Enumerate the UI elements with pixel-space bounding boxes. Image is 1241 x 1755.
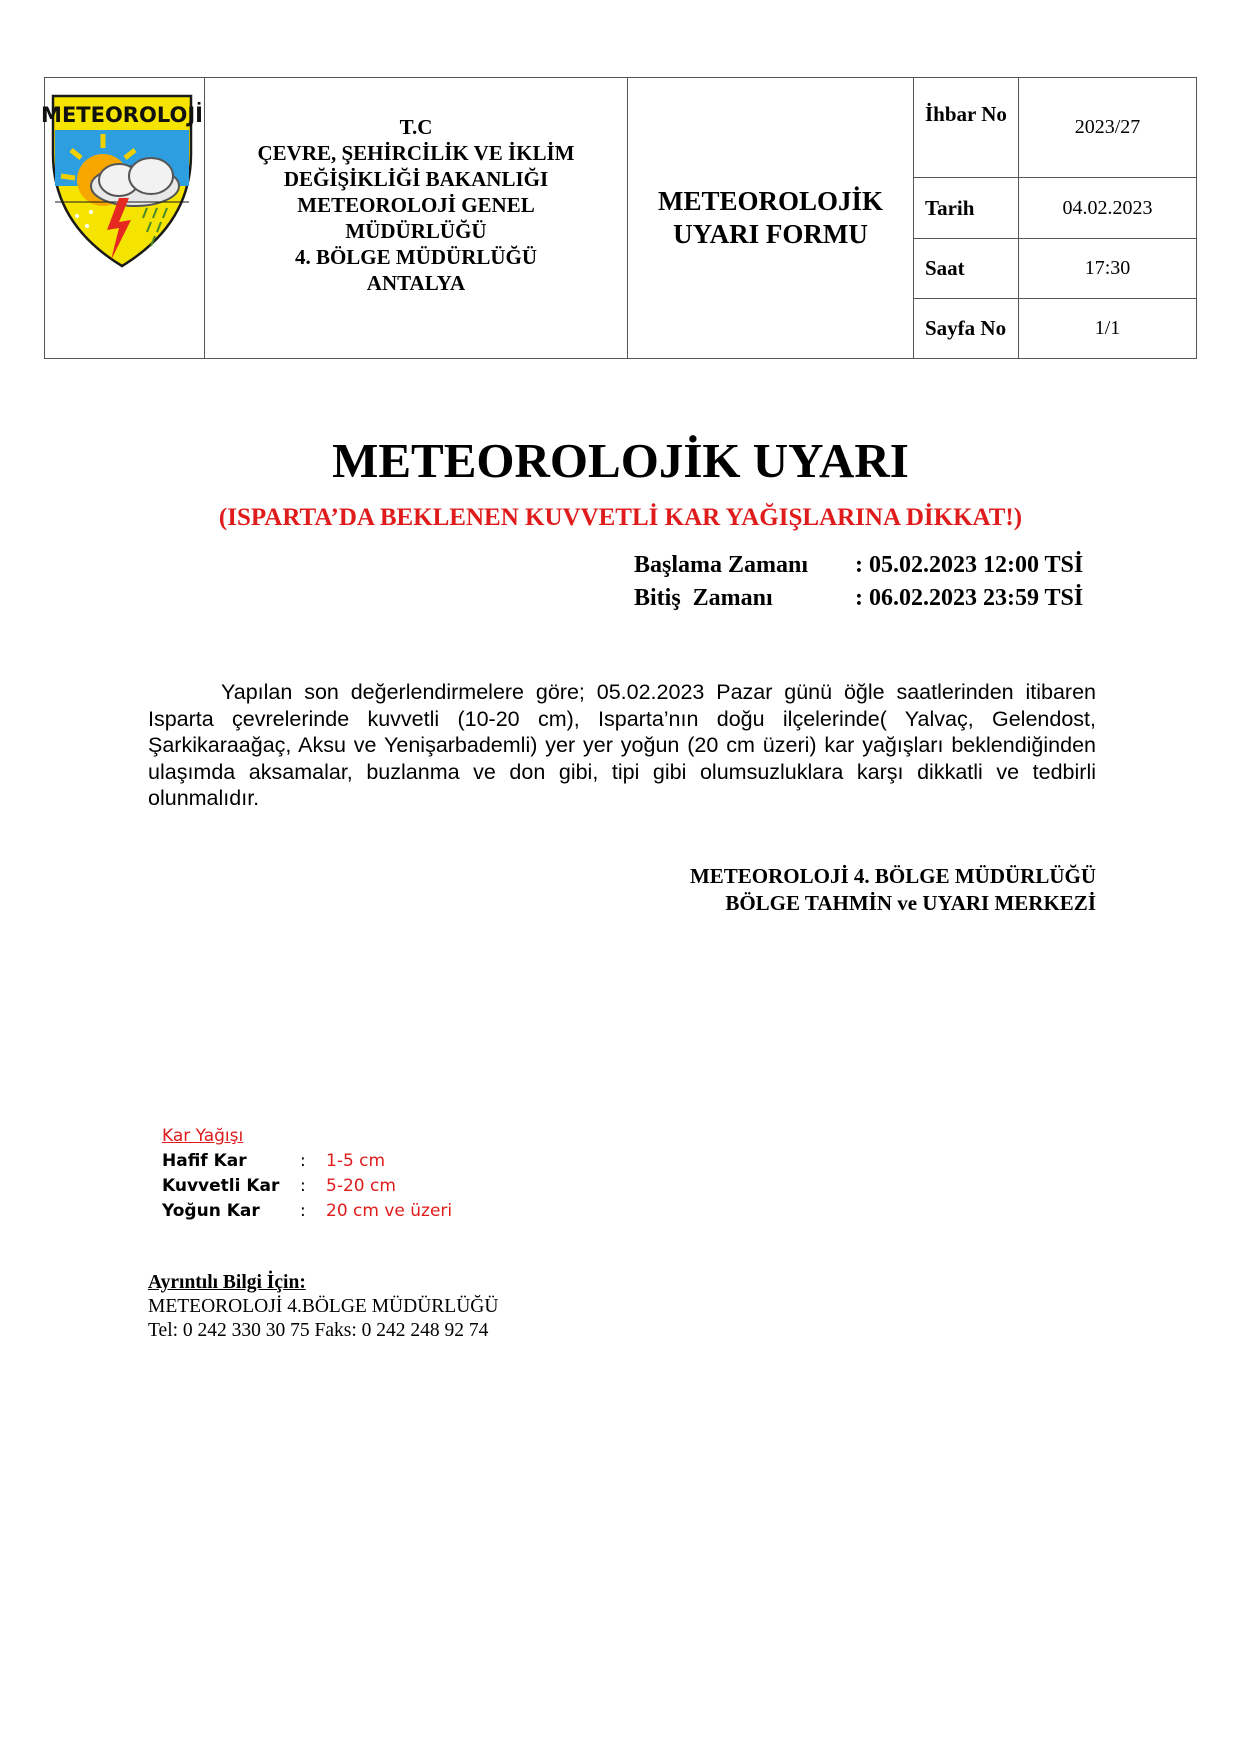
legend-title: Kar Yağışı xyxy=(162,1126,244,1146)
legend-label: Yoğun Kar xyxy=(162,1201,260,1221)
org-line: T.C xyxy=(399,115,433,139)
meteoroloji-shield-icon xyxy=(41,94,203,268)
end-time-label: Bitiş Zamanı xyxy=(634,585,773,611)
meta-row-saat xyxy=(914,239,1196,299)
legend-row xyxy=(162,1174,396,1199)
legend-separator: : xyxy=(300,1176,306,1196)
contact-phone: Tel: 0 242 330 30 75 Faks: 0 242 248 92 74 xyxy=(148,1320,489,1341)
org-line: ÇEVRE, ŞEHİRCİLİK VE İKLİM xyxy=(257,141,575,165)
warning-body: Yapılan son değerlendirmelere göre; 05.02.2023 Pazar günü öğle saatlerinden itibaren Isparta çevrelerinde kuvvetli (10-20 cm), Isparta’nın doğu ilçelerinde( Yalvaç, Gelendost, Şarkikaraağaç, Aksu ve Yenişarbademli) yer yer yoğun (20 cm üzeri) kar yağışları beklendiğinden ulaşımda aksamalar, buzlanma ve don gibi, tipi gibi olumsuzluklara karşı dikkatli ve tedbirli olunmalıdır. xyxy=(148,680,1096,810)
warning-subtitle: (ISPARTA’DA BEKLENEN KUVVETLİ KAR YAĞIŞLARINA DİKKAT!) xyxy=(218,504,1023,531)
org-line: DEĞİŞİKLİĞİ BAKANLIĞI xyxy=(283,167,549,191)
contact-org: METEOROLOJİ 4.BÖLGE MÜDÜRLÜĞÜ xyxy=(148,1296,499,1317)
start-time-label: Başlama Zamanı xyxy=(634,552,809,578)
form-title-line: UYARI FORMU xyxy=(673,219,868,249)
meta-value: 04.02.2023 xyxy=(1062,196,1153,219)
meta-label: İhbar No xyxy=(914,78,1019,177)
form-title-line: METEOROLOJİK xyxy=(657,186,884,216)
meta-row-sayfa-no xyxy=(914,299,1196,358)
logo-text: METEOROLOJİ xyxy=(41,103,203,127)
warning-title: METEOROLOJİK UYARI xyxy=(332,433,909,488)
legend-label: Hafif Kar xyxy=(162,1151,247,1171)
meta-row-ihbar-no xyxy=(914,78,1196,178)
start-time-value: : 05.02.2023 12:00 TSİ xyxy=(855,552,1084,578)
meta-label: Tarih xyxy=(914,178,1019,238)
legend-separator: : xyxy=(300,1151,306,1171)
meta-label: Saat xyxy=(914,239,1019,298)
legend-value: 5-20 cm xyxy=(326,1176,396,1196)
snow-legend xyxy=(162,1124,453,1224)
contact-info xyxy=(148,1271,498,1343)
organization-name xyxy=(205,114,627,296)
meta-label: Sayfa No xyxy=(914,299,1019,358)
signature xyxy=(690,863,1096,917)
legend-label: Kuvvetli Kar xyxy=(162,1176,280,1196)
legend-row xyxy=(162,1199,453,1224)
contact-heading: Ayrıntılı Bilgi İçin: xyxy=(148,1272,306,1293)
meta-value: 2023/27 xyxy=(1074,116,1141,138)
legend-separator: : xyxy=(300,1201,306,1221)
meteoroloji-logo xyxy=(41,94,203,268)
form-title-cell xyxy=(628,78,914,358)
legend-row xyxy=(162,1149,386,1174)
logo-cell xyxy=(41,78,205,358)
org-line: MÜDÜRLÜĞÜ xyxy=(345,219,487,243)
header-table xyxy=(41,77,1197,359)
legend-value: 20 cm ve üzeri xyxy=(326,1201,453,1221)
meta-cell xyxy=(914,78,1196,358)
signature-line: BÖLGE TAHMİN ve UYARI MERKEZİ xyxy=(725,891,1096,915)
org-line: METEOROLOJİ GENEL xyxy=(297,193,535,217)
meta-row-tarih xyxy=(914,178,1196,239)
legend-value: 1-5 cm xyxy=(326,1151,386,1171)
end-time-value: : 06.02.2023 23:59 TSİ xyxy=(855,585,1084,611)
signature-line: METEOROLOJİ 4. BÖLGE MÜDÜRLÜĞÜ xyxy=(689,864,1096,888)
org-line: ANTALYA xyxy=(366,271,466,295)
meta-value: 17:30 xyxy=(1084,257,1131,279)
form-title xyxy=(628,185,913,251)
organization-cell xyxy=(205,78,628,358)
meta-value: 1/1 xyxy=(1094,317,1121,339)
org-line: 4. BÖLGE MÜDÜRLÜĞÜ xyxy=(294,245,538,269)
